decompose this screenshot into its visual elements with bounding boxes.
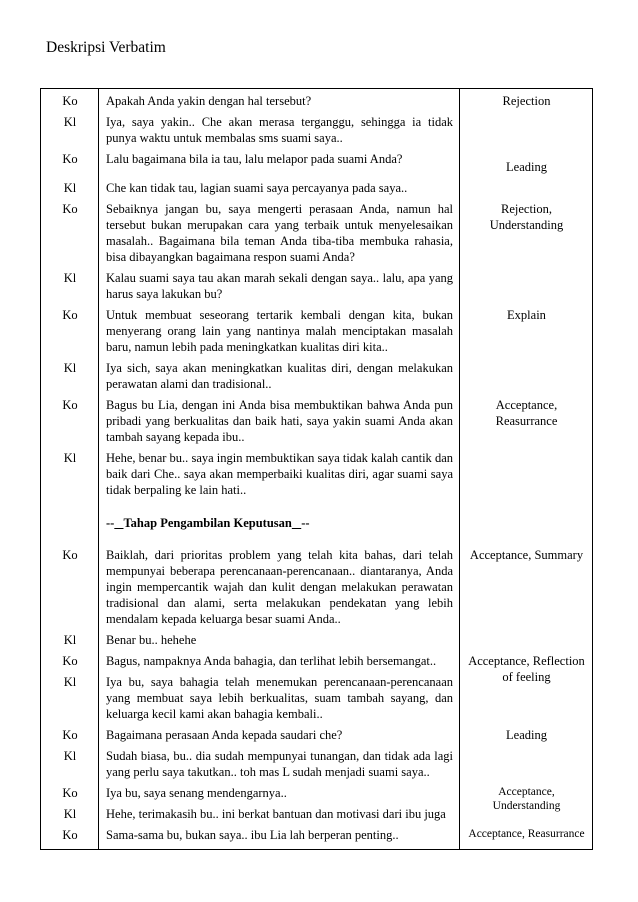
speaker-cell: Ko bbox=[41, 651, 99, 672]
utterance-cell: Che kan tidak tau, lagian suami saya percayanya pada saya.. bbox=[99, 178, 460, 199]
code-cell bbox=[460, 630, 593, 651]
table-row bbox=[41, 783, 593, 804]
code-cell: Acceptance, Summary bbox=[460, 545, 593, 630]
table-row bbox=[41, 725, 593, 746]
table-row bbox=[41, 199, 593, 268]
code-cell bbox=[460, 268, 593, 305]
speaker-cell: Ko bbox=[41, 783, 99, 804]
code-cell: Acceptance, Reasurrance bbox=[460, 395, 593, 448]
code-cell: Leading bbox=[460, 149, 593, 178]
heading-suffix: -- bbox=[301, 516, 310, 530]
speaker-cell: Kl bbox=[41, 358, 99, 395]
speaker-cell: Ko bbox=[41, 305, 99, 358]
speaker-cell: Kl bbox=[41, 672, 99, 725]
utterance-cell: Benar bu.. hehehe bbox=[99, 630, 460, 651]
utterance-cell: Iya, saya yakin.. Che akan merasa terganggu, sehingga ia tidak punya waktu untuk membalas sms suami saya.. bbox=[99, 112, 460, 149]
utterance-cell: Sebaiknya jangan bu, saya mengerti perasaan Anda, namun hal tersebut bukan merupakan cara yang terbaik untuk menyelesaikan masalah.. Bagaimana bila teman Anda tiba-tiba membuka rahasia, bisa dibayangkan bagaimana respon suami Anda? bbox=[99, 199, 460, 268]
table-row bbox=[41, 746, 593, 783]
code-cell bbox=[460, 358, 593, 395]
table-row bbox=[41, 149, 593, 178]
utterance-cell: Lalu bagaimana bila ia tau, lalu melapor pada suami Anda? bbox=[99, 149, 460, 178]
utterance-cell: Sudah biasa, bu.. dia sudah mempunyai tunangan, dan tidak ada lagi yang perlu saya takutkan.. toh mas L sudah menjadi suami saya.. bbox=[99, 746, 460, 783]
table-row bbox=[41, 545, 593, 630]
speaker-cell: Ko bbox=[41, 199, 99, 268]
speaker-cell: Ko bbox=[41, 149, 99, 178]
speaker-cell bbox=[41, 501, 99, 545]
table-row bbox=[41, 305, 593, 358]
code-cell bbox=[460, 448, 593, 501]
code-cell bbox=[460, 501, 593, 545]
utterance-cell: Iya sich, saya akan meningkatkan kualitas diri, dengan melakukan perawatan alami dan tradisional.. bbox=[99, 358, 460, 395]
speaker-cell: Kl bbox=[41, 112, 99, 149]
table-row bbox=[41, 825, 593, 850]
heading-gap bbox=[292, 516, 301, 530]
code-cell: Acceptance, Reflection of feeling bbox=[460, 651, 593, 725]
speaker-cell: Ko bbox=[41, 395, 99, 448]
heading-title: Tahap Pengambilan Keputusan bbox=[123, 516, 292, 530]
table-row bbox=[41, 651, 593, 672]
speaker-cell: Kl bbox=[41, 630, 99, 651]
code-cell bbox=[460, 178, 593, 199]
utterance-cell: Untuk membuat seseorang tertarik kembali dengan kita, bukan menyerang orang lain yang nantinya malah menciptakan masalah baru, namun lebih pada meningkatkan kualitas diri kita.. bbox=[99, 305, 460, 358]
speaker-cell: Kl bbox=[41, 746, 99, 783]
speaker-cell: Kl bbox=[41, 268, 99, 305]
speaker-cell: Kl bbox=[41, 178, 99, 199]
table-row bbox=[41, 178, 593, 199]
table-row bbox=[41, 112, 593, 149]
table-row bbox=[41, 395, 593, 448]
code-cell: Acceptance, Reasurrance bbox=[460, 825, 593, 850]
table-row bbox=[41, 358, 593, 395]
table-row bbox=[41, 89, 593, 113]
speaker-cell: Ko bbox=[41, 725, 99, 746]
code-cell: Acceptance, Understanding bbox=[460, 783, 593, 825]
speaker-cell: Ko bbox=[41, 89, 99, 113]
section-heading-row bbox=[41, 501, 593, 545]
utterance-cell: Sama-sama bu, bukan saya.. ibu Lia lah berperan penting.. bbox=[99, 825, 460, 850]
utterance-cell: Hehe, terimakasih bu.. ini berkat bantuan dan motivasi dari ibu juga bbox=[99, 804, 460, 825]
table-row bbox=[41, 630, 593, 651]
verbatim-table bbox=[40, 88, 593, 850]
heading-prefix: -- bbox=[106, 516, 115, 530]
section-heading bbox=[99, 501, 460, 545]
code-cell: Leading bbox=[460, 725, 593, 746]
utterance-cell: Iya bu, saya bahagia telah menemukan perencanaan-perencanaan yang membuat saya lebih berkualitas, suam tambah sayang, dan keluarga kecil kami akan bahagia kembali.. bbox=[99, 672, 460, 725]
table-row bbox=[41, 268, 593, 305]
utterance-cell: Apakah Anda yakin dengan hal tersebut? bbox=[99, 89, 460, 113]
table-row bbox=[41, 448, 593, 501]
code-cell: Rejection bbox=[460, 89, 593, 113]
utterance-cell: Bagus bu Lia, dengan ini Anda bisa membuktikan bahwa Anda pun pribadi yang berkualitas dan baik hati, saya yakin suami Anda akan tambah sayang kepada ibu.. bbox=[99, 395, 460, 448]
code-cell: Explain bbox=[460, 305, 593, 358]
utterance-cell: Bagus, nampaknya Anda bahagia, dan terlihat lebih bersemangat.. bbox=[99, 651, 460, 672]
speaker-cell: Kl bbox=[41, 448, 99, 501]
speaker-cell: Ko bbox=[41, 545, 99, 630]
code-cell bbox=[460, 746, 593, 783]
utterance-cell: Hehe, benar bu.. saya ingin membuktikan saya tidak kalah cantik dan baik dari Che.. saya akan memperbaiki kualitas diri, agar suami saya tidak berpaling ke lain hati.. bbox=[99, 448, 460, 501]
code-cell bbox=[460, 112, 593, 149]
utterance-cell: Baiklah, dari prioritas problem yang telah kita bahas, dari telah mempunyai beberapa perencanaan-perencanaan.. diantaranya, Anda ingin mempercantik wajah dan kulit dengan melakukan perawatan tradisional dan alami, serta melakukan pendekatan yang lebih mendalam kepada keluarga besar suami Anda.. bbox=[99, 545, 460, 630]
speaker-cell: Kl bbox=[41, 804, 99, 825]
code-cell: Rejection, Understanding bbox=[460, 199, 593, 268]
utterance-cell: Bagaimana perasaan Anda kepada saudari che? bbox=[99, 725, 460, 746]
page-title: Deskripsi Verbatim bbox=[46, 39, 166, 56]
speaker-cell: Ko bbox=[41, 825, 99, 850]
utterance-cell: Iya bu, saya senang mendengarnya.. bbox=[99, 783, 460, 804]
utterance-cell: Kalau suami saya tau akan marah sekali dengan saya.. lalu, apa yang harus saya lakukan bu? bbox=[99, 268, 460, 305]
